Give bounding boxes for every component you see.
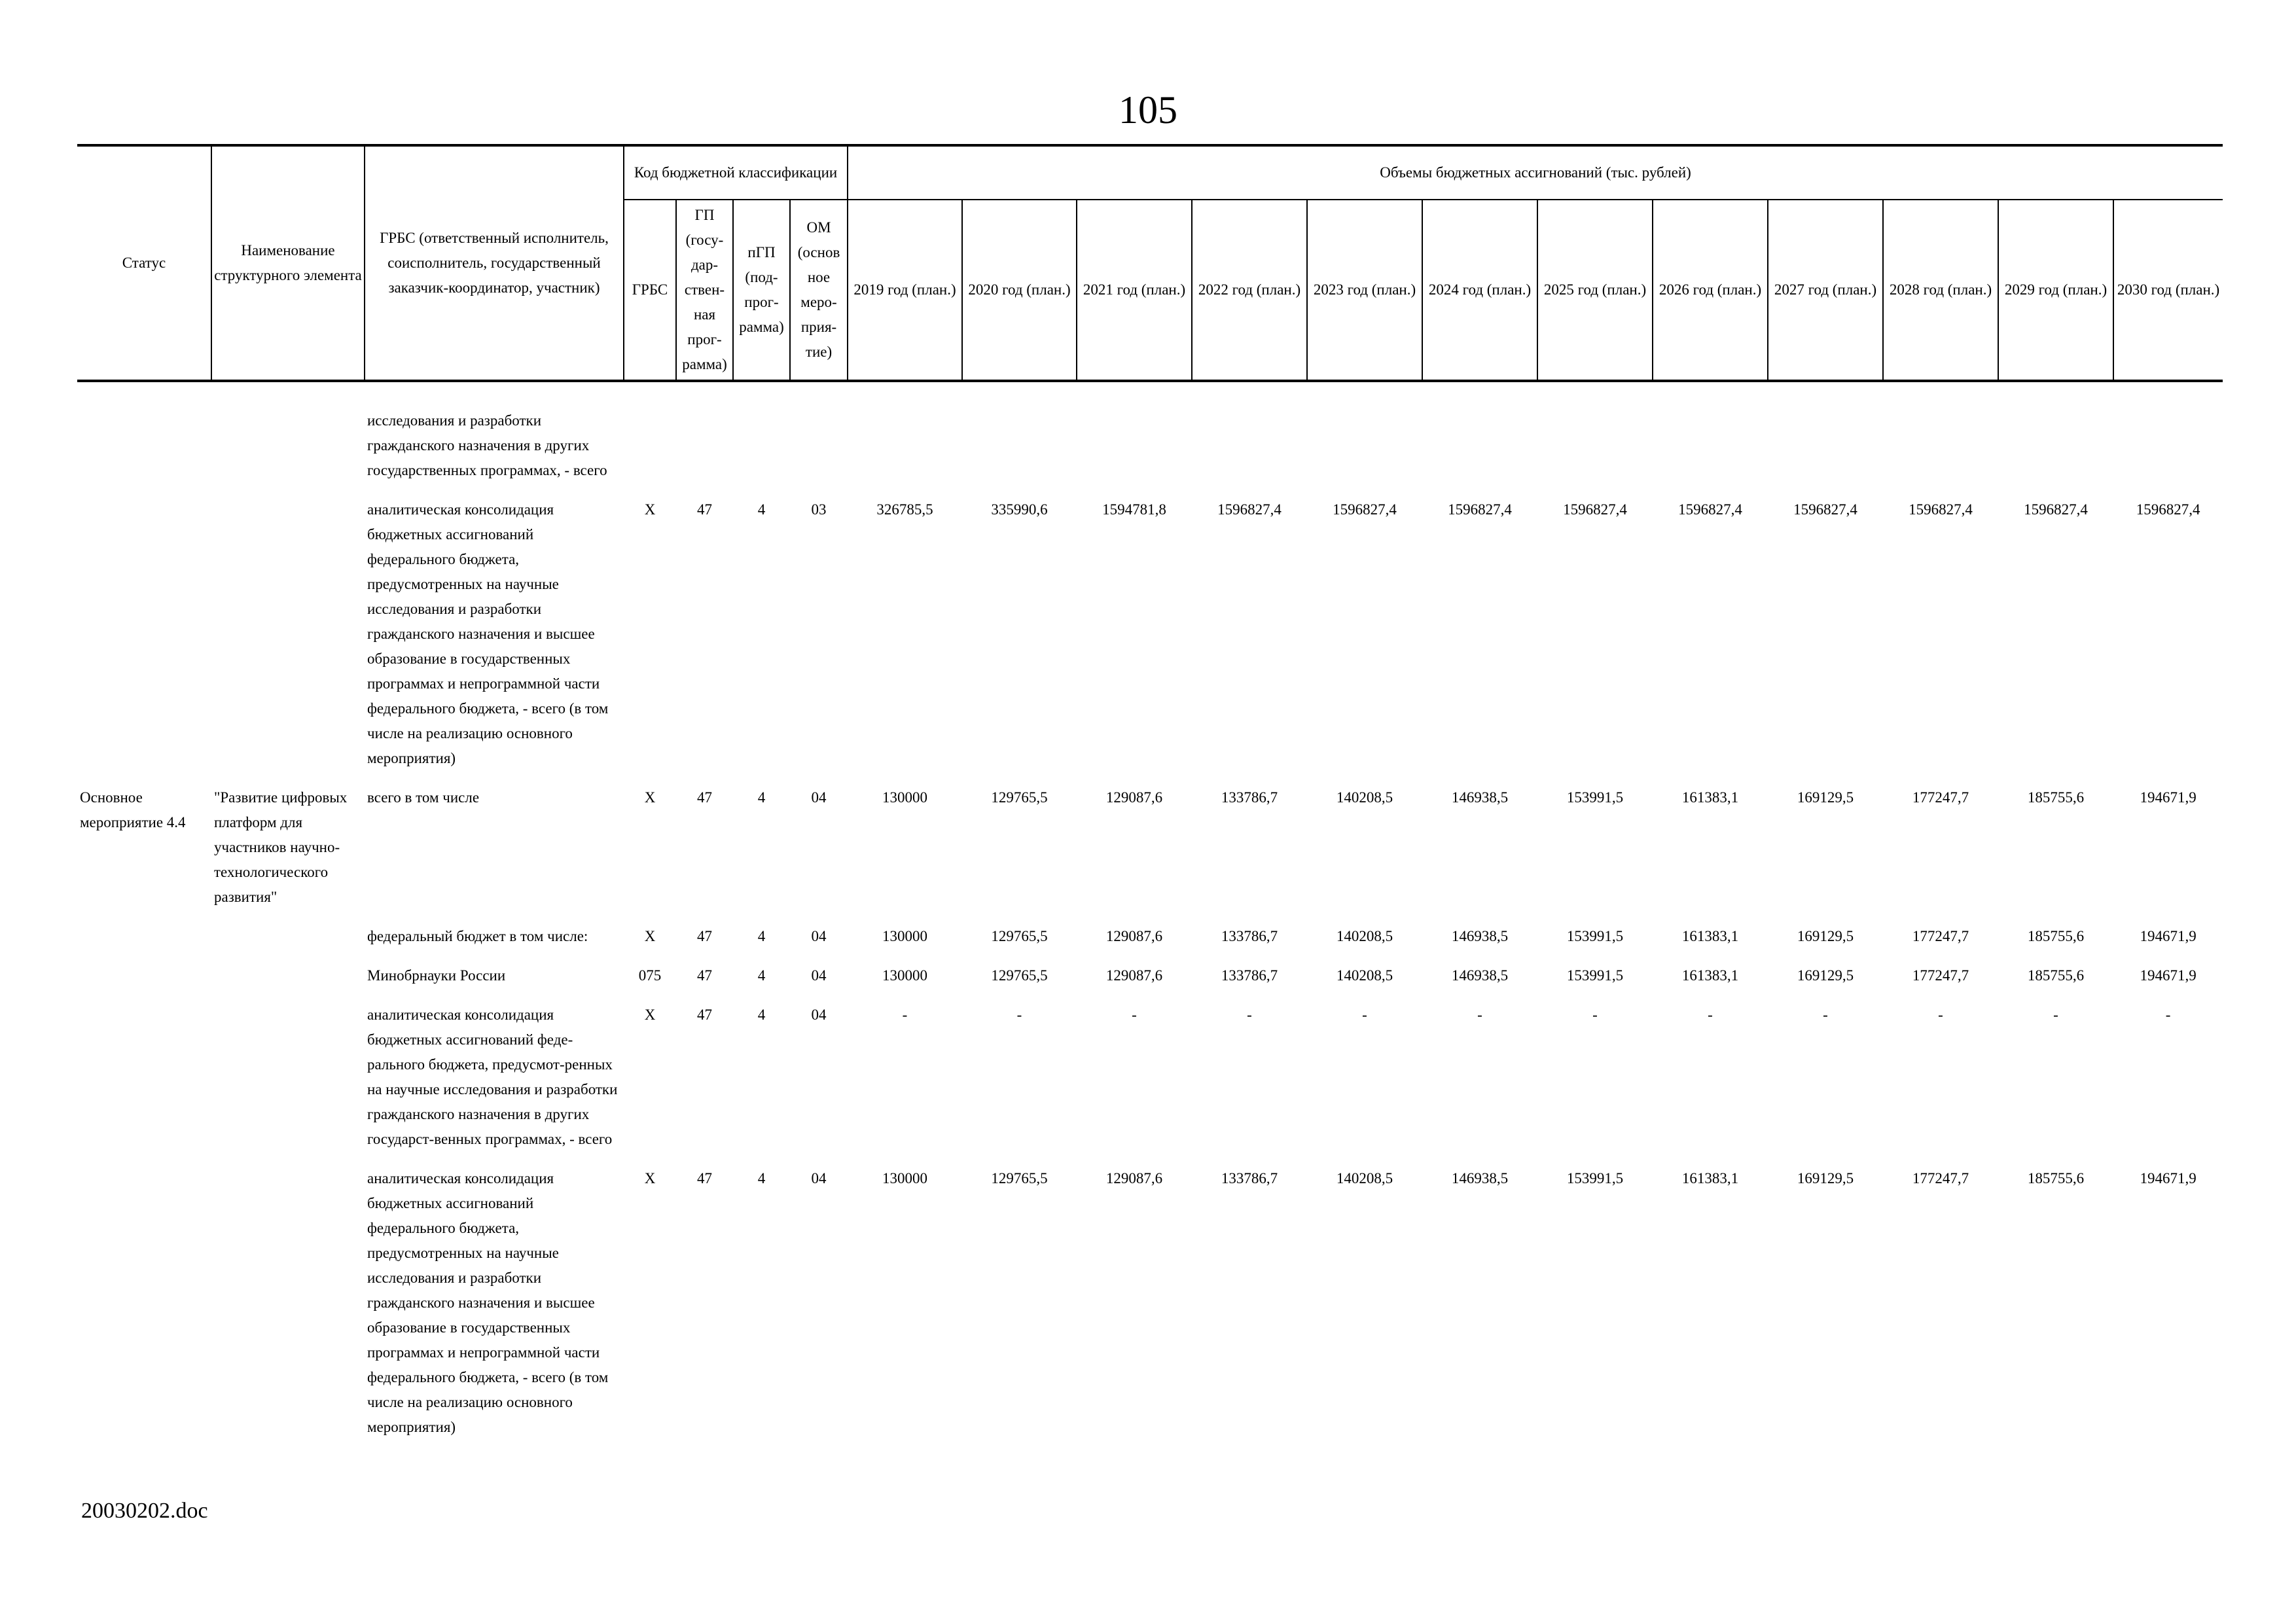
cell-value: 161383,1 xyxy=(1681,789,1739,806)
cell-value: 129087,6 xyxy=(1105,1170,1163,1186)
cell-value: 133786,7 xyxy=(1221,928,1278,944)
cell-value: 133786,7 xyxy=(1221,1170,1278,1186)
cell-value: 130000 xyxy=(882,967,928,984)
cell-value: 177247,7 xyxy=(1912,967,1969,984)
table-row xyxy=(77,783,2223,921)
cell-value: 185755,6 xyxy=(2027,789,2085,806)
cell-value: 1596827,4 xyxy=(2024,501,2088,518)
header-year: 2030 год (план.) xyxy=(2113,200,2223,381)
cell-value: 177247,7 xyxy=(1912,1170,1969,1186)
cell-gp: 47 xyxy=(697,1007,712,1023)
header-year: 2028 год (план.) xyxy=(1883,200,1998,381)
table-row xyxy=(77,406,2223,495)
cell-gp: 47 xyxy=(697,967,712,984)
cell-value: - xyxy=(1016,1007,1022,1023)
header-year: 2023 год (план.) xyxy=(1307,200,1422,381)
header-year: 2019 год (план.) xyxy=(848,200,962,381)
cell-value: - xyxy=(1477,1007,1482,1023)
cell-value: 129765,5 xyxy=(991,967,1048,984)
cell-value: 161383,1 xyxy=(1681,928,1739,944)
table-row xyxy=(77,921,2223,961)
cell-value: - xyxy=(1132,1007,1137,1023)
cell-status xyxy=(77,921,211,961)
cell-value xyxy=(1883,406,1998,495)
cell-om: 03 xyxy=(811,501,827,518)
cell-om xyxy=(790,406,848,495)
cell-value: 326785,5 xyxy=(876,501,933,518)
cell-status xyxy=(77,1000,211,1164)
cell-grbs: X xyxy=(644,1170,656,1186)
cell-value: 140208,5 xyxy=(1336,1170,1393,1186)
cell-value: - xyxy=(1592,1007,1598,1023)
cell-value: 129765,5 xyxy=(991,789,1048,806)
cell-pgp xyxy=(733,406,790,495)
cell-value: 130000 xyxy=(882,928,928,944)
cell-grbs xyxy=(624,406,676,495)
cell-value: 1596827,4 xyxy=(2136,501,2200,518)
header-code-pgp: пГП (под-прог-рамма) xyxy=(733,200,790,381)
cell-pgp: 4 xyxy=(757,789,766,806)
cell-om: 04 xyxy=(811,967,827,984)
cell-value: 185755,6 xyxy=(2027,928,2085,944)
cell-value: 161383,1 xyxy=(1681,1170,1739,1186)
cell-element xyxy=(211,921,365,961)
header-code-grbs: ГРБС xyxy=(624,200,676,381)
cell-grbs: X xyxy=(644,1007,656,1023)
cell-value xyxy=(1077,406,1192,495)
cell-value xyxy=(962,406,1077,495)
cell-value: 129765,5 xyxy=(991,1170,1048,1186)
header-code-gp: ГП (госу-дар-ствен-ная прог-рамма) xyxy=(676,200,733,381)
cell-status xyxy=(77,406,211,495)
cell-grbs: X xyxy=(644,789,656,806)
cell-value: - xyxy=(1362,1007,1367,1023)
header-year: 2025 год (план.) xyxy=(1537,200,1653,381)
cell-grbs: X xyxy=(644,501,656,518)
cell-value: 1596827,4 xyxy=(1678,501,1742,518)
cell-element xyxy=(211,1164,365,1452)
cell-value: 130000 xyxy=(882,1170,928,1186)
cell-grbs-text: Минобрнауки России xyxy=(367,967,506,984)
cell-value: 161383,1 xyxy=(1681,967,1739,984)
cell-status xyxy=(77,961,211,1000)
spacer-row xyxy=(77,381,2223,406)
cell-value xyxy=(1998,406,2113,495)
cell-element xyxy=(211,495,365,783)
cell-status xyxy=(77,495,211,783)
cell-grbs-text: исследования и разработки гражданского назначения в других государственных программах, - всего xyxy=(367,412,607,478)
cell-pgp: 4 xyxy=(757,1170,766,1186)
header-year: 2021 год (план.) xyxy=(1077,200,1192,381)
header-volumes-group: Объемы бюджетных ассигнований (тыс. рублей) xyxy=(848,145,2223,200)
cell-status xyxy=(77,1164,211,1452)
cell-value: - xyxy=(1708,1007,1713,1023)
cell-value: 1596827,4 xyxy=(1793,501,1857,518)
cell-value: - xyxy=(902,1007,908,1023)
cell-value: 169129,5 xyxy=(1797,789,1854,806)
cell-value: 129765,5 xyxy=(991,928,1048,944)
cell-value: 194671,9 xyxy=(2140,967,2197,984)
cell-value: 169129,5 xyxy=(1797,1170,1854,1186)
cell-gp: 47 xyxy=(697,501,712,518)
cell-om: 04 xyxy=(811,1170,827,1186)
cell-gp: 47 xyxy=(697,1170,712,1186)
cell-value: - xyxy=(1247,1007,1252,1023)
cell-value: 133786,7 xyxy=(1221,789,1278,806)
cell-value: - xyxy=(2053,1007,2058,1023)
table-row xyxy=(77,1164,2223,1452)
cell-om: 04 xyxy=(811,928,827,944)
cell-pgp: 4 xyxy=(757,967,766,984)
spacer-cell xyxy=(77,381,2223,406)
cell-value: 194671,9 xyxy=(2140,928,2197,944)
cell-gp: 47 xyxy=(697,928,712,944)
cell-value: 177247,7 xyxy=(1912,789,1969,806)
cell-grbs-text: всего в том числе xyxy=(367,789,480,806)
cell-grbs: 075 xyxy=(638,967,662,984)
cell-value: 1594781,8 xyxy=(1102,501,1166,518)
cell-element: "Развитие цифровых платформ для участников научно-технологического развития" xyxy=(214,789,348,905)
cell-value: 146938,5 xyxy=(1451,928,1509,944)
header-grbs-text: ГРБС (ответственный исполнитель, соисполнитель, государственный заказчик-координатор, участник) xyxy=(365,145,624,381)
cell-om: 04 xyxy=(811,1007,827,1023)
cell-grbs-text: федеральный бюджет в том числе: xyxy=(367,928,588,944)
cell-value: 1596827,4 xyxy=(1909,501,1973,518)
cell-gp: 47 xyxy=(697,789,712,806)
cell-om: 04 xyxy=(811,789,827,806)
cell-value xyxy=(848,406,962,495)
cell-value: 153991,5 xyxy=(1566,1170,1624,1186)
cell-grbs-text: аналитическая консолидация бюджетных ассигнований федерального бюджета, предусмотренных на научные исследования и разработки гражданского назначения и высшее образование в государственных программах и непрограммной части федерального бюджета, - всего (в том числе на реализацию основного мероприятия) xyxy=(367,1170,609,1435)
budget-table xyxy=(77,144,2223,1452)
cell-value: 130000 xyxy=(882,789,928,806)
cell-value: - xyxy=(2165,1007,2171,1023)
cell-pgp: 4 xyxy=(757,1007,766,1023)
cell-value: 177247,7 xyxy=(1912,928,1969,944)
footer-filename: 20030202.doc xyxy=(81,1499,208,1523)
cell-value: 140208,5 xyxy=(1336,928,1393,944)
cell-value: 1596827,4 xyxy=(1448,501,1512,518)
cell-value: 129087,6 xyxy=(1105,789,1163,806)
cell-value: 169129,5 xyxy=(1797,967,1854,984)
cell-value: 129087,6 xyxy=(1105,928,1163,944)
header-year: 2022 год (план.) xyxy=(1192,200,1307,381)
cell-value: 146938,5 xyxy=(1451,789,1509,806)
header-year: 2020 год (план.) xyxy=(962,200,1077,381)
cell-value: 194671,9 xyxy=(2140,789,2197,806)
header-year: 2024 год (план.) xyxy=(1422,200,1537,381)
cell-element xyxy=(211,1000,365,1164)
cell-value: 146938,5 xyxy=(1451,967,1509,984)
header-status: Статус xyxy=(77,145,211,381)
cell-value: 129087,6 xyxy=(1105,967,1163,984)
cell-value: 153991,5 xyxy=(1566,928,1624,944)
cell-value: 185755,6 xyxy=(2027,1170,2085,1186)
table-body xyxy=(77,381,2223,1452)
header-code-group: Код бюджетной классификации xyxy=(624,145,848,200)
cell-value xyxy=(1307,406,1422,495)
header-element: Наименование структурного элемента xyxy=(211,145,365,381)
header-code-om: ОМ (основ ное меро-прия-тие) xyxy=(790,200,848,381)
cell-value: 335990,6 xyxy=(991,501,1048,518)
cell-value: 194671,9 xyxy=(2140,1170,2197,1186)
header-year: 2026 год (план.) xyxy=(1653,200,1768,381)
cell-value xyxy=(1653,406,1768,495)
cell-value: 146938,5 xyxy=(1451,1170,1509,1186)
cell-grbs: X xyxy=(644,928,656,944)
cell-value: 1596827,4 xyxy=(1333,501,1397,518)
cell-value: 1596827,4 xyxy=(1217,501,1282,518)
cell-value xyxy=(1192,406,1307,495)
cell-grbs-text: аналитическая консолидация бюджетных ассигнований федерального бюджета, предусмотренных на научные исследования и разработки гражданского назначения и высшее образование в государственных программах и непрограммной части федерального бюджета, - всего (в том числе на реализацию основного мероприятия) xyxy=(367,501,609,766)
cell-value xyxy=(1537,406,1653,495)
header-year: 2027 год (план.) xyxy=(1768,200,1883,381)
cell-element xyxy=(211,406,365,495)
cell-value: - xyxy=(1823,1007,1828,1023)
page-number: 105 xyxy=(1119,88,1177,132)
cell-value xyxy=(2113,406,2223,495)
cell-value: 140208,5 xyxy=(1336,789,1393,806)
cell-value xyxy=(1422,406,1537,495)
cell-status: Основное мероприятие 4.4 xyxy=(80,789,186,830)
table-row xyxy=(77,495,2223,783)
cell-pgp: 4 xyxy=(757,501,766,518)
table-row xyxy=(77,1000,2223,1164)
header-year: 2029 год (план.) xyxy=(1998,200,2113,381)
cell-value: 153991,5 xyxy=(1566,789,1624,806)
table-header xyxy=(77,145,2223,381)
cell-value: 140208,5 xyxy=(1336,967,1393,984)
cell-gp xyxy=(676,406,733,495)
cell-value: - xyxy=(1938,1007,1943,1023)
cell-value: 169129,5 xyxy=(1797,928,1854,944)
table-row xyxy=(77,961,2223,1000)
cell-value: 185755,6 xyxy=(2027,967,2085,984)
cell-grbs-text: аналитическая консолидация бюджетных ассигнований феде-рального бюджета, предусмот-ренных на научные исследования и разработки гражданского назначения в других государст-венных программах, - всего xyxy=(367,1007,618,1147)
cell-value: 153991,5 xyxy=(1566,967,1624,984)
cell-value: 133786,7 xyxy=(1221,967,1278,984)
cell-element xyxy=(211,961,365,1000)
cell-value xyxy=(1768,406,1883,495)
cell-value: 1596827,4 xyxy=(1563,501,1627,518)
cell-pgp: 4 xyxy=(757,928,766,944)
